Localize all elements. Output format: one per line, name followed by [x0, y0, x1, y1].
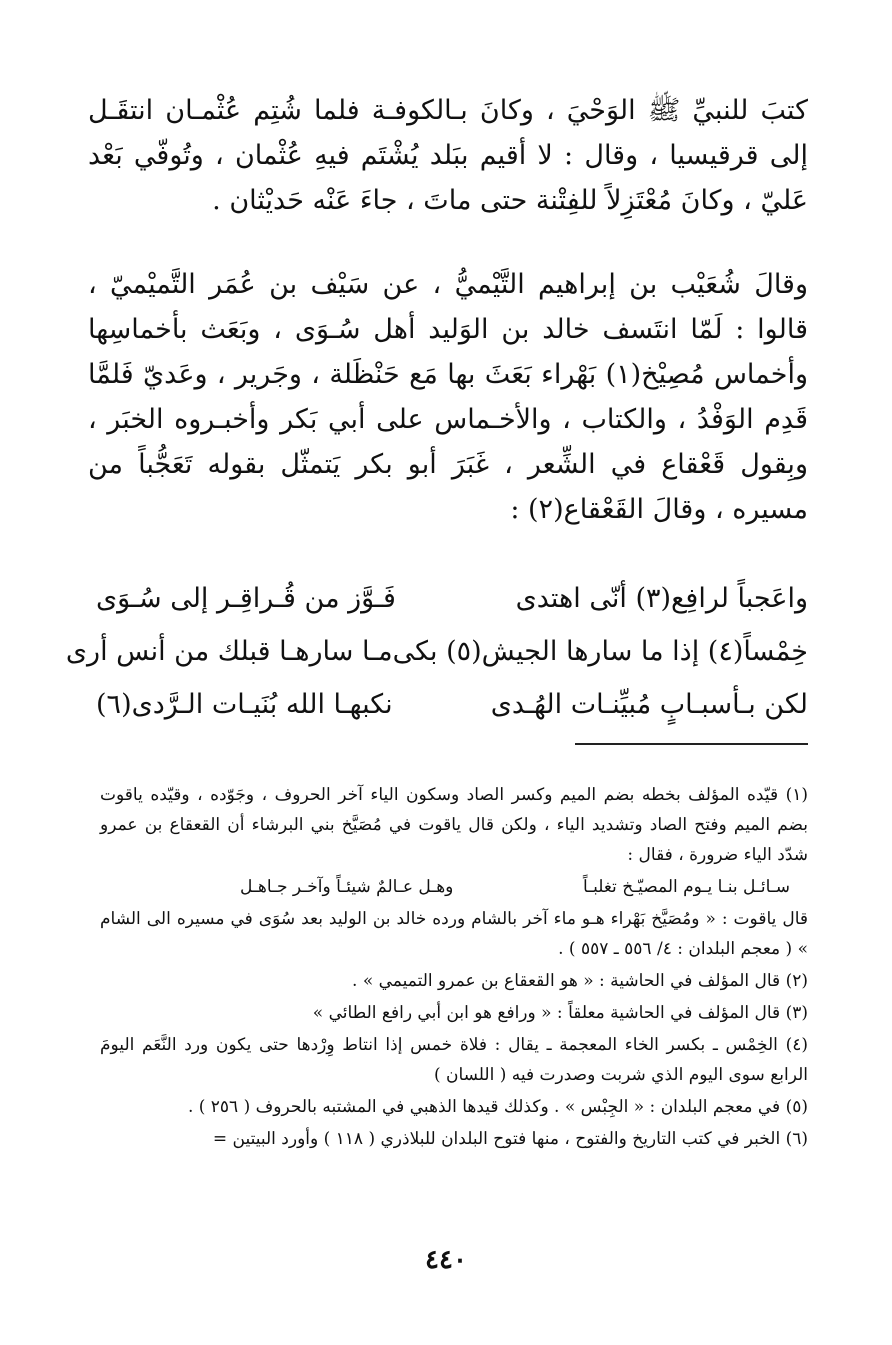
poem-hemistich-left: مـا سارهـا قبلك من أنس أرى: [65, 636, 393, 667]
poem-verse: [96, 572, 808, 625]
footnote-divider: [575, 743, 808, 745]
poem-hemistich-right: لكن بـأسبـابٍ مُبيِّنـات الهُـدى: [490, 689, 808, 720]
poem-verse: [65, 625, 808, 678]
footnote-4: (٤) الخِمْس ـ بكسر الخاء المعجمة ـ يقال : فلاة خمس إذا انتاط وِرْدها حتى يكون ورد النَّعَم اليومَ الرابع سوى اليوم الذي شربت وصدرت فيه ( اللسان ): [100, 1035, 808, 1085]
footnote-verse-left: وهـل عـالمٌ شيئـاً وآخـر جـاهـل: [240, 877, 454, 897]
footnote-1-continued: قال ياقوت : « ومُصَيَّخ بَهْراء هـو ماء آخر بالشام ورده خالد بن الوليد بعد سُوَى في مسيره الى الشام » ( معجم البلدان : ٤/ ٥٥٦ ـ ٥٥٧ ) .: [100, 909, 808, 959]
paragraph-2: وقالَ شُعَيْب بن إبراهيم التَّيْميُّ ، عن سَيْف بن عُمَر التَّميْميّ ، قالوا : لَمّا انتَسف خالد بن الوَليد أهل سُـوَى ، وبَعَث بأخماسِها وأخماس مُصِيْخ(١) بَهْراء بَعَثَ بها مَع حَنْظَلة ، وجَرير ، وعَديّ فَلمَّا قَدِم الوَفْدُ ، والكتاب ، والأخـماس على أبي بَكر وأخبـروه الخبَر ، وبِقول قَعْقاع في الشِّعر ، غَبَرَ أبو بكر يَتمثّل بقوله تَعَجُّباً من مسيره ، وقالَ القَعْقاع(٢) :: [88, 269, 808, 525]
footnote-5: (٥) في معجم البلدان : « الجِبْس » . وكذلك قيدها الذهبي في المشتبه بالحروف ( ٢٥٦ ) .: [187, 1097, 808, 1117]
footnote-2: (٢) قال المؤلف في الحاشية : « هو القعقاع بن عمرو التميمي » .: [352, 971, 808, 991]
poem-hemistich-left: فَـوَّز من قُـراقِـر إلى سُـوَى: [96, 583, 396, 614]
poem: [65, 572, 808, 731]
footnotes: [100, 780, 808, 1156]
page-number: ٤٤٠: [425, 1245, 467, 1275]
poem-verse: [96, 678, 808, 731]
paragraph-1: كتبَ للنبيِّ ﷺ الوَحْيَ ، وكانَ بـالكوفـة فلما شُتِم عُثْمـان انتقَـل إلى قرقيسيا ، وقال : لا أقيم ببَلد يُشْتَم فيهِ عُثْمان ، وتُوفّي بَعْد عَليّ ، وكانَ مُعْتَزِلاً للفِتْنة حتى ماتَ ، جاءَ عَنْه حَديْثان .: [88, 95, 808, 216]
footnote-verse-right: سـائـل بنـا يـوم المصيّـخ تغلبـاً: [582, 877, 790, 897]
poem-hemistich-right: خِمْساً(٤) إذا ما سارها الجيش(٥) بكى: [392, 636, 808, 667]
poem-hemistich-left: نكبهـا الله بُنَيـات الـرَّدى(٦): [96, 689, 393, 720]
poem-hemistich-right: واعَجباً لرافِع(٣) أنّى اهتدى: [515, 583, 808, 614]
footnote-6: (٦) الخبر في كتب التاريخ والفتوح ، منها فتوح البلدان للبلاذري ( ١١٨ ) وأورد البيتين =: [212, 1129, 808, 1149]
footnote-1: (١) قيّده المؤلف بخطه بضم الميم وكسر الصاد وسكون الياء آخر الحروف ، وجَوّده ، وقيّده ياقوت بضم الميم وفتح الصاد وتشديد الياء ، ولكن قال ياقوت في مُصَيَّخ بني البرشاء أن القعقاع بن عمرو شدّد الياء ضرورة ، فقال :: [100, 785, 808, 865]
footnote-1-verse: [100, 872, 808, 902]
footnote-3: (٣) قال المؤلف في الحاشية معلقاً : « ورافع هو ابن أبي رافع الطائي »: [312, 1003, 808, 1023]
